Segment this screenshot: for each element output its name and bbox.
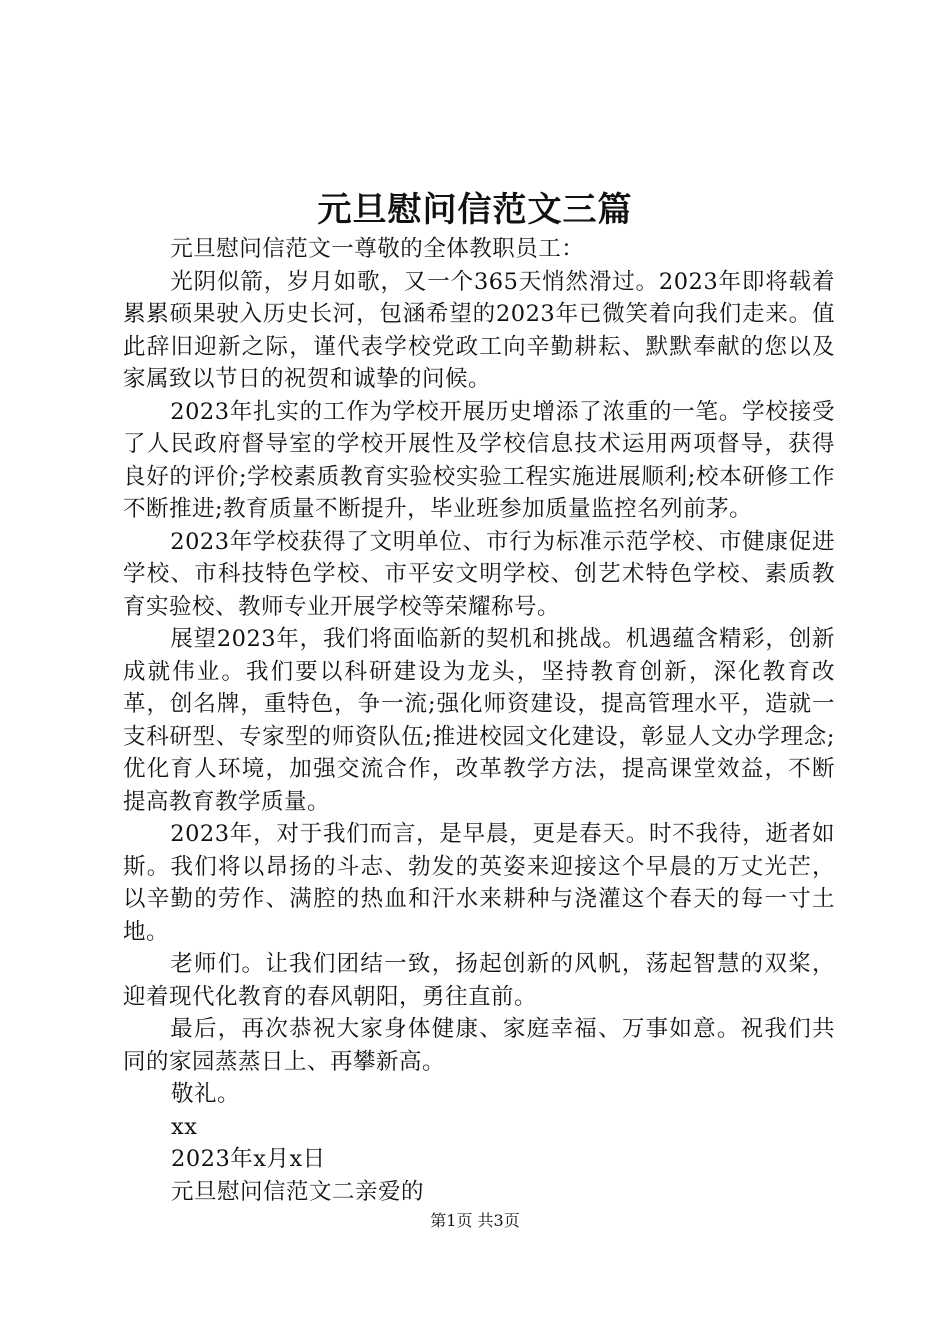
- body-paragraph: 光阴似箭，岁月如歌，又一个365天悄然滑过。2023年即将载着累累硕果驶入历史长河，包涵希望的2023年已微笑着向我们走来。值此辞旧迎新之际，谨代表学校党政工向辛勤耕耘、默默奉献的您以及家属致以节日的祝贺和诚挚的问候。: [123, 268, 835, 392]
- signature-line: xx: [171, 1113, 198, 1140]
- closing-line: 敬礼。: [171, 1081, 241, 1107]
- body-paragraph: 展望2023年，我们将面临新的契机和挑战。机遇蕴含精彩，创新成就伟业。我们要以科研建设为龙头，坚持教育创新，深化教育改革，创名牌，重特色，争一流;强化师资建设，提高管理水平，造就一支科研型、专家型的师资队伍;推进校园文化建设，彰显人文办学理念;优化育人环境，加强交流合作，改革教学方法，提高课堂效益，不断提高教育教学质量。: [123, 626, 835, 815]
- body-paragraph: 2023年，对于我们而言，是早晨，更是春天。时不我待，逝者如斯。我们将以昂扬的斗志、勃发的英姿来迎接这个早晨的万丈光芒，以辛勤的劳作、满腔的热血和汗水来耕种与浇灌这个春天的每一寸土地。: [123, 821, 835, 945]
- greeting-paragraph: 元旦慰问信范文一尊敬的全体教职员工：: [170, 236, 585, 262]
- body-paragraph: 老师们。让我们团结一致，扬起创新的风帆，荡起智慧的双桨，迎着现代化教育的春风朝阳，勇往直前。: [123, 951, 835, 1010]
- body-paragraph: 2023年扎实的工作为学校开展历史增添了浓重的一笔。学校接受了人民政府督导室的学校开展性及学校信息技术运用两项督导，获得良好的评价;学校素质教育实验校实验工程实施进展顺利;校本研修工作不断推进;教育质量不断提升，毕业班参加质量监控名列前茅。: [123, 398, 835, 522]
- next-section-heading: 元旦慰问信范文二亲爱的: [171, 1178, 425, 1205]
- body-paragraph: 最后，再次恭祝大家身体健康、家庭幸福、万事如意。祝我们共同的家园蒸蒸日上、再攀新高。: [123, 1016, 835, 1075]
- date-line: 2023年x月x日: [171, 1146, 326, 1172]
- document-title: 元旦慰问信范文三篇: [317, 190, 633, 230]
- page-footer: 第1页 共3页: [430, 1211, 520, 1230]
- document-body: [123, 233, 835, 1208]
- body-paragraph: 2023年学校获得了文明单位、市行为标准示范学校、市健康促进学校、市科技特色学校、市平安文明学校、创艺术特色学校、素质教育实验校、教师专业开展学校等荣耀称号。: [123, 528, 835, 620]
